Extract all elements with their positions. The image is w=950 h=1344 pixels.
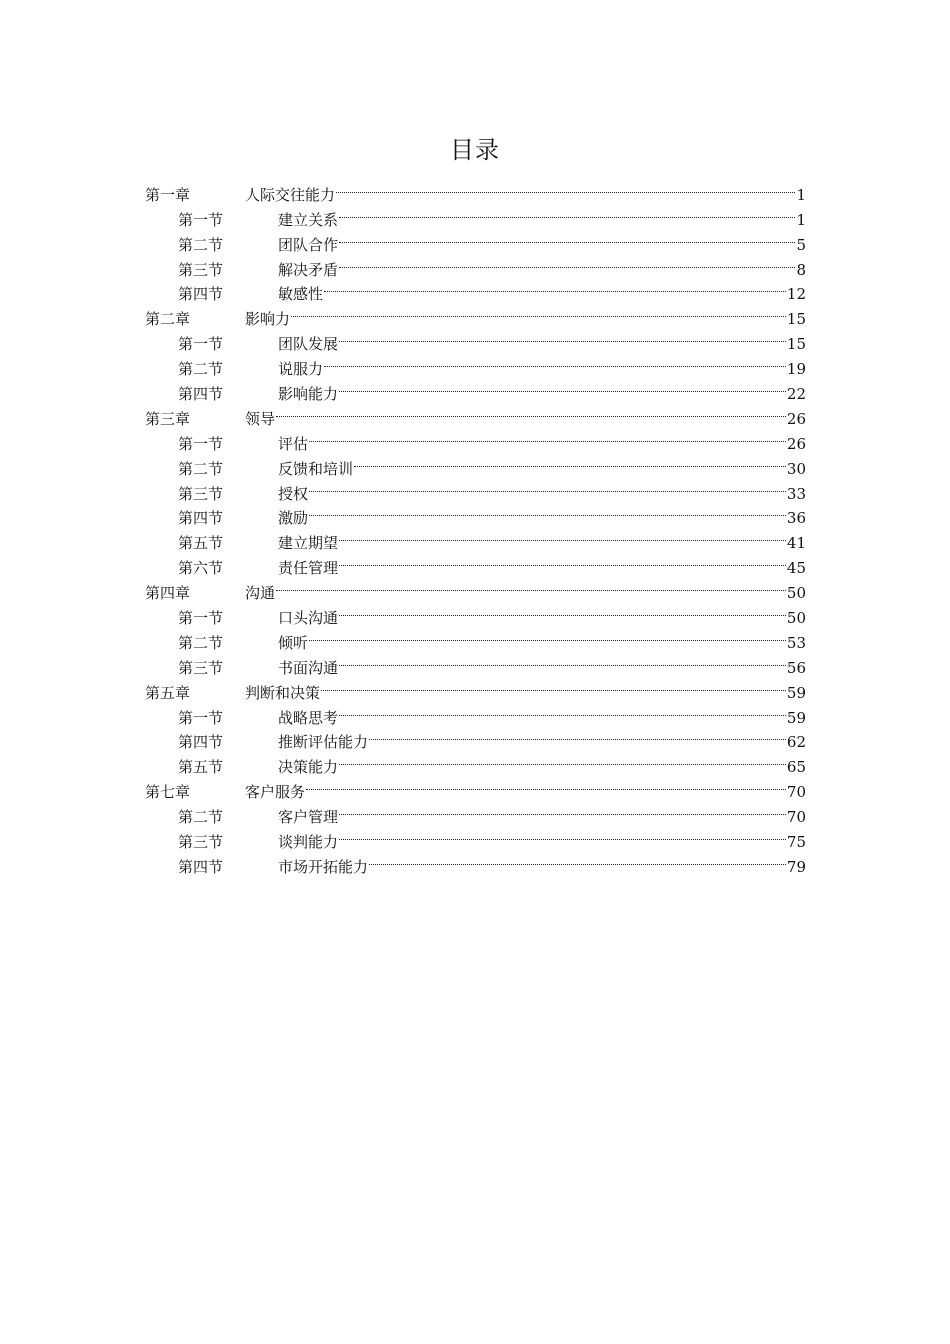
toc-section-entry[interactable] bbox=[145, 847, 806, 876]
toc-section-entry[interactable] bbox=[145, 499, 806, 528]
toc-dot-leader bbox=[339, 598, 786, 623]
toc-section-entry[interactable] bbox=[145, 275, 806, 304]
toc-page-number: 26 bbox=[786, 434, 806, 453]
toc-page-number: 15 bbox=[786, 335, 806, 354]
toc-chapter-entry[interactable] bbox=[145, 399, 806, 428]
toc-page-number: 79 bbox=[786, 857, 806, 876]
toc-section-entry[interactable] bbox=[145, 200, 806, 229]
toc-page-number: 15 bbox=[786, 310, 806, 329]
toc-entry-label: 判断和决策 bbox=[245, 681, 321, 706]
toc-entry-label: 沟通 bbox=[245, 581, 276, 606]
toc-section-entry[interactable] bbox=[145, 225, 806, 254]
toc-entry-number: 第五节 bbox=[178, 534, 224, 553]
toc-entry-label: 谈判能力 bbox=[278, 830, 339, 855]
toc-section-entry[interactable] bbox=[145, 250, 806, 279]
toc-page-number: 59 bbox=[786, 708, 806, 727]
toc-chapter-entry[interactable] bbox=[145, 299, 806, 329]
toc-entry-label: 人际交往能力 bbox=[245, 183, 336, 208]
toc-entry-label: 领导 bbox=[245, 407, 276, 432]
toc-entry-label: 解决矛盾 bbox=[278, 258, 339, 283]
toc-dot-leader bbox=[339, 250, 795, 275]
toc-entry-number: 第四节 bbox=[178, 857, 224, 876]
toc-section-entry[interactable] bbox=[145, 723, 806, 752]
toc-dot-leader bbox=[324, 275, 786, 300]
toc-entry-label: 责任管理 bbox=[278, 556, 339, 581]
toc-entry-number: 第四章 bbox=[145, 584, 191, 603]
toc-entry-number: 第四节 bbox=[178, 285, 224, 304]
toc-entry-number: 第三节 bbox=[178, 658, 224, 677]
toc-entry-number: 第四节 bbox=[178, 733, 224, 752]
toc-entry-label: 团队合作 bbox=[278, 233, 339, 258]
toc-dot-leader bbox=[339, 523, 786, 548]
toc-entry-number: 第二节 bbox=[178, 360, 224, 379]
toc-entry-number: 第二节 bbox=[178, 235, 224, 254]
toc-dot-leader bbox=[306, 772, 786, 797]
toc-dot-leader bbox=[339, 548, 786, 573]
toc-page-number: 65 bbox=[786, 758, 806, 777]
toc-section-entry[interactable] bbox=[145, 424, 806, 453]
toc-page-number: 33 bbox=[786, 484, 806, 503]
toc-chapter-entry[interactable] bbox=[145, 573, 806, 603]
toc-entry-number: 第三节 bbox=[178, 484, 224, 503]
toc-page-number: 26 bbox=[786, 409, 806, 428]
toc-page-number: 8 bbox=[796, 260, 806, 279]
toc-entry-number: 第一节 bbox=[178, 609, 224, 628]
toc-page-number: 53 bbox=[786, 633, 806, 652]
toc-dot-leader bbox=[339, 822, 786, 847]
toc-dot-leader bbox=[369, 847, 786, 872]
toc-entry-label: 敏感性 bbox=[278, 282, 324, 307]
toc-entry-number: 第六节 bbox=[178, 559, 224, 578]
toc-section-entry[interactable] bbox=[145, 747, 806, 777]
toc-section-entry[interactable] bbox=[145, 324, 806, 354]
toc-entry-label: 建立期望 bbox=[278, 531, 339, 556]
toc-dot-leader bbox=[339, 200, 795, 225]
toc-section-entry[interactable] bbox=[145, 548, 806, 578]
toc-entry-number: 第二节 bbox=[178, 808, 224, 827]
toc-entry-number: 第二节 bbox=[178, 633, 224, 652]
toc-dot-leader bbox=[276, 399, 786, 424]
toc-dot-leader bbox=[339, 374, 786, 399]
toc-section-entry[interactable] bbox=[145, 474, 806, 503]
toc-entry-number: 第一节 bbox=[178, 708, 224, 727]
toc-entry-number: 第五节 bbox=[178, 758, 224, 777]
toc-page-number: 22 bbox=[786, 385, 806, 404]
toc-dot-leader bbox=[309, 499, 786, 524]
toc-entry-number: 第一节 bbox=[178, 434, 224, 453]
toc-section-entry[interactable] bbox=[145, 598, 806, 628]
toc-dot-leader bbox=[339, 225, 795, 250]
toc-section-entry[interactable] bbox=[145, 523, 806, 553]
toc-section-entry[interactable] bbox=[145, 822, 806, 852]
toc-entry-number: 第三节 bbox=[178, 833, 224, 852]
toc-dot-leader bbox=[354, 449, 786, 474]
toc-section-entry[interactable] bbox=[145, 648, 806, 677]
toc-entry-number: 第二章 bbox=[145, 310, 191, 329]
toc-entry-label: 影响能力 bbox=[278, 382, 339, 407]
toc-section-entry[interactable] bbox=[145, 623, 806, 652]
toc-entry-number: 第一章 bbox=[145, 185, 191, 204]
toc-page-number: 50 bbox=[786, 584, 806, 603]
toc-entry-label: 推断评估能力 bbox=[278, 730, 369, 755]
toc-entry-label: 反馈和培训 bbox=[278, 457, 354, 482]
toc-page-number: 45 bbox=[786, 559, 806, 578]
toc-page-number: 36 bbox=[786, 509, 806, 528]
toc-chapter-entry[interactable] bbox=[145, 772, 806, 802]
toc-page-number: 1 bbox=[796, 210, 806, 229]
toc-entry-label: 客户管理 bbox=[278, 805, 339, 830]
toc-dot-leader bbox=[324, 349, 786, 374]
toc-page-number: 19 bbox=[786, 360, 806, 379]
toc-dot-leader bbox=[369, 723, 786, 748]
toc-entry-number: 第五章 bbox=[145, 683, 191, 702]
toc-entry-number: 第四节 bbox=[178, 509, 224, 528]
toc-section-entry[interactable] bbox=[145, 374, 806, 404]
toc-page-number: 59 bbox=[786, 683, 806, 702]
toc-dot-leader bbox=[291, 299, 786, 324]
toc-title: 目录 bbox=[450, 136, 500, 164]
toc-page-number: 70 bbox=[786, 783, 806, 802]
toc-section-entry[interactable] bbox=[145, 349, 806, 379]
toc-chapter-entry[interactable] bbox=[145, 673, 806, 702]
toc-entry-number: 第三节 bbox=[178, 260, 224, 279]
toc-entry-number: 第四节 bbox=[178, 385, 224, 404]
toc-entry-label: 市场开拓能力 bbox=[278, 855, 369, 880]
toc-entry-number: 第二节 bbox=[178, 459, 224, 478]
toc-page-number: 30 bbox=[786, 459, 806, 478]
toc-dot-leader bbox=[339, 324, 786, 349]
table-of-contents bbox=[145, 175, 806, 876]
toc-entry-label: 团队发展 bbox=[278, 332, 339, 357]
toc-entry-label: 书面沟通 bbox=[278, 656, 339, 681]
toc-dot-leader bbox=[336, 175, 795, 200]
toc-entry-number: 第七章 bbox=[145, 783, 191, 802]
toc-dot-leader bbox=[339, 698, 786, 723]
toc-page-number: 75 bbox=[786, 833, 806, 852]
toc-entry-label: 客户服务 bbox=[245, 780, 306, 805]
toc-section-entry[interactable] bbox=[145, 698, 806, 727]
toc-page-number: 12 bbox=[786, 285, 806, 304]
toc-page-number: 62 bbox=[786, 733, 806, 752]
toc-section-entry[interactable] bbox=[145, 797, 806, 827]
toc-entry-label: 评估 bbox=[278, 432, 309, 457]
toc-entry-label: 决策能力 bbox=[278, 755, 339, 780]
toc-dot-leader bbox=[309, 424, 786, 449]
toc-dot-leader bbox=[276, 573, 786, 598]
toc-entry-number: 第一节 bbox=[178, 210, 224, 229]
toc-entry-number: 第一节 bbox=[178, 335, 224, 354]
toc-entry-label: 授权 bbox=[278, 482, 309, 507]
toc-entry-label: 建立关系 bbox=[278, 208, 339, 233]
toc-section-entry[interactable] bbox=[145, 449, 806, 478]
toc-entry-label: 口头沟通 bbox=[278, 606, 339, 631]
toc-page-number: 1 bbox=[796, 185, 806, 204]
toc-entry-label: 说服力 bbox=[278, 357, 324, 382]
toc-entry-number: 第三章 bbox=[145, 409, 191, 428]
toc-entry-label: 倾听 bbox=[278, 631, 309, 656]
toc-page-number: 41 bbox=[786, 534, 806, 553]
toc-dot-leader bbox=[309, 474, 786, 499]
toc-entry-label: 战略思考 bbox=[278, 706, 339, 731]
toc-page-number: 70 bbox=[786, 808, 806, 827]
toc-dot-leader bbox=[339, 648, 786, 673]
toc-entry-label: 激励 bbox=[278, 506, 309, 531]
toc-dot-leader bbox=[339, 747, 786, 772]
toc-chapter-entry[interactable] bbox=[145, 175, 806, 204]
toc-dot-leader bbox=[321, 673, 786, 698]
toc-page-number: 56 bbox=[786, 658, 806, 677]
toc-dot-leader bbox=[339, 797, 786, 822]
toc-page-number: 50 bbox=[786, 609, 806, 628]
toc-entry-label: 影响力 bbox=[245, 307, 291, 332]
toc-page-number: 5 bbox=[796, 235, 806, 254]
toc-dot-leader bbox=[309, 623, 786, 648]
